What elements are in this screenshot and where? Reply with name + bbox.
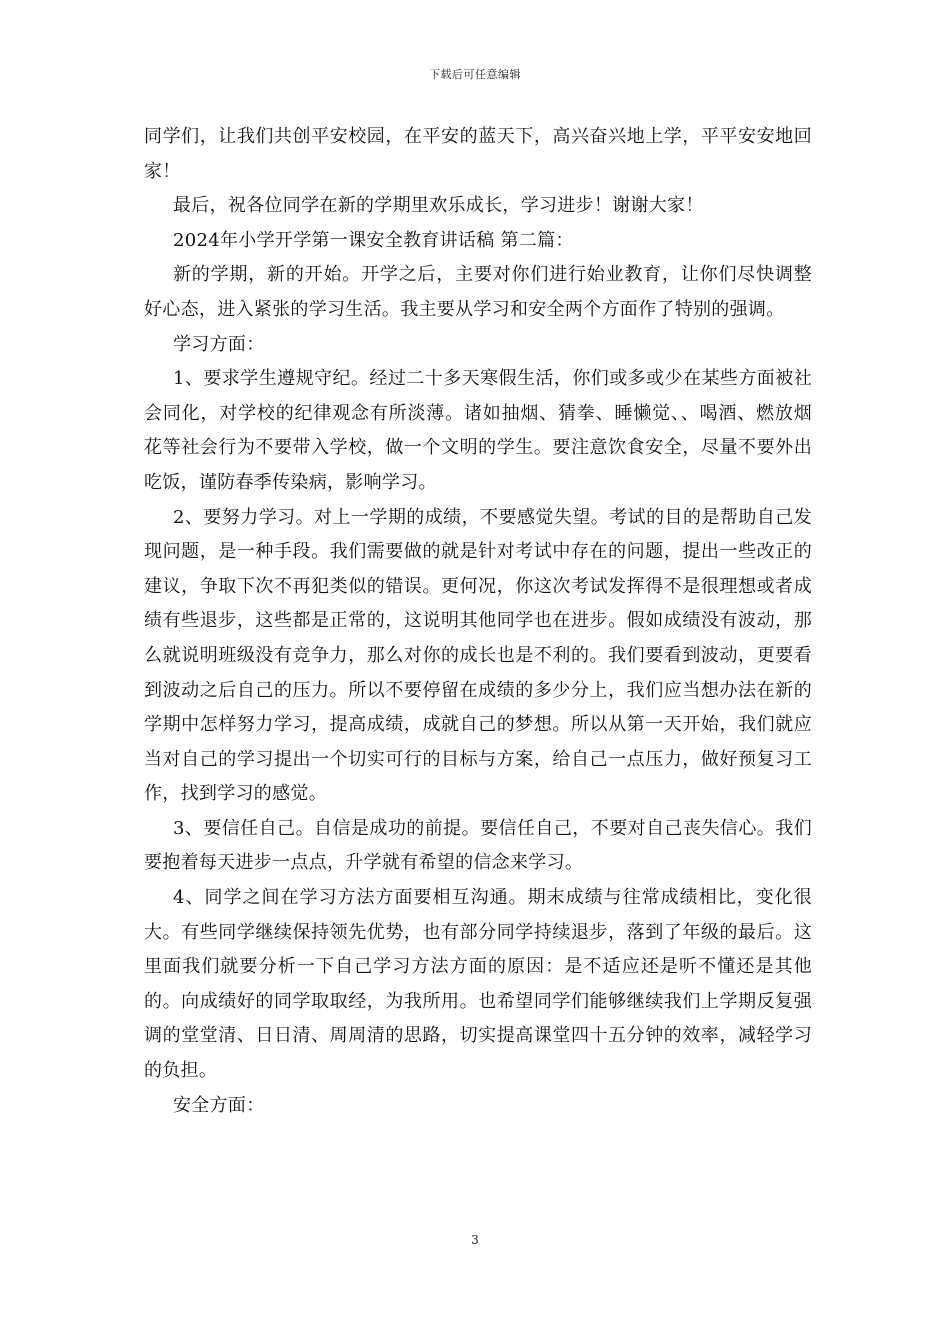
heading-safety: 安全方面： (173, 1094, 265, 1116)
paragraph-continuation: 同学们，让我们共创平安校园，在平安的蓝天下，高兴奋兴地上学，平平安安地回家！ (144, 126, 812, 182)
heading-study: 学习方面： (173, 333, 265, 355)
document-body (144, 120, 812, 1123)
paragraph-closing-wishes: 最后，祝各位同学在新的学期里欢乐成长，学习进步！谢谢大家！ (173, 195, 704, 217)
page-number: 3 (471, 1233, 479, 1247)
paragraph-point-3: 3、要信任自己。自信是成功的前提。要信任自己，不要对自己丧失信心。我们要抱着每天进步一点点，升学就有希望的信念来学习。 (144, 817, 812, 874)
paragraph-point-1: 1、要求学生遵规守纪。经过二十多天寒假生活，你们或多或少在某些方面被社会同化，对学校的纪律观念有所淡薄。诸如抽烟、猜拳、睡懒觉、、喝酒、燃放烟花等社会行为不要带入学校，做一个文明的学生。要注意饮食安全，尽量不要外出吃饭，谨防春季传染病，影响学习。 (144, 368, 812, 493)
page-header-note: 下载后可任意编辑 (429, 68, 521, 81)
paragraph-point-2: 2、要努力学习。对上一学期的成绩，不要感觉失望。考试的目的是帮助自己发现问题，是一种手段。我们需要做的就是针对考试中存在的问题，提出一些改正的建议，争取下次不再犯类似的错误。更何况，你这次考试发挥得不是很理想或者成绩有些退步，这些都是正常的，这说明其他同学也在进步。假如成绩没有波动，那么就说明班级没有竞争力，那么对你的成长也是不利的。我们要看到波动，更要看到波动之后自己的压力。所以不要停留在成绩的多少分上，我们应当想办法在新的学期中怎样努力学习，提高成绩，成就自己的梦想。所以从第一天开始，我们就应当对自己的学习提出一个切实可行的目标与方案，给自己一点压力，做好预复习工作，找到学习的感觉。 (144, 506, 812, 805)
section-title-second-speech: 2024年小学开学第一课安全教育讲话稿 第二篇： (173, 229, 574, 251)
paragraph-intro: 新的学期，新的开始。开学之后，主要对你们进行始业教育，让你们尽快调整好心态，进入紧张的学习生活。我主要从学习和安全两个方面作了特别的强调。 (144, 264, 812, 320)
paragraph-point-4: 4、同学之间在学习方法方面要相互沟通。期末成绩与往常成绩相比，变化很大。有些同学继续保持领先优势，也有部分同学持续退步，落到了年级的最后。这里面我们就要分析一下自己学习方法方面的原因：是不适应还是听不懂还是其他的。向成绩好的同学取取经，为我所用。也希望同学们能够继续我们上学期反复强调的堂堂清、日日清、周周清的思路，切实提高课堂四十五分钟的效率，减轻学习的负担。 (144, 887, 812, 1082)
